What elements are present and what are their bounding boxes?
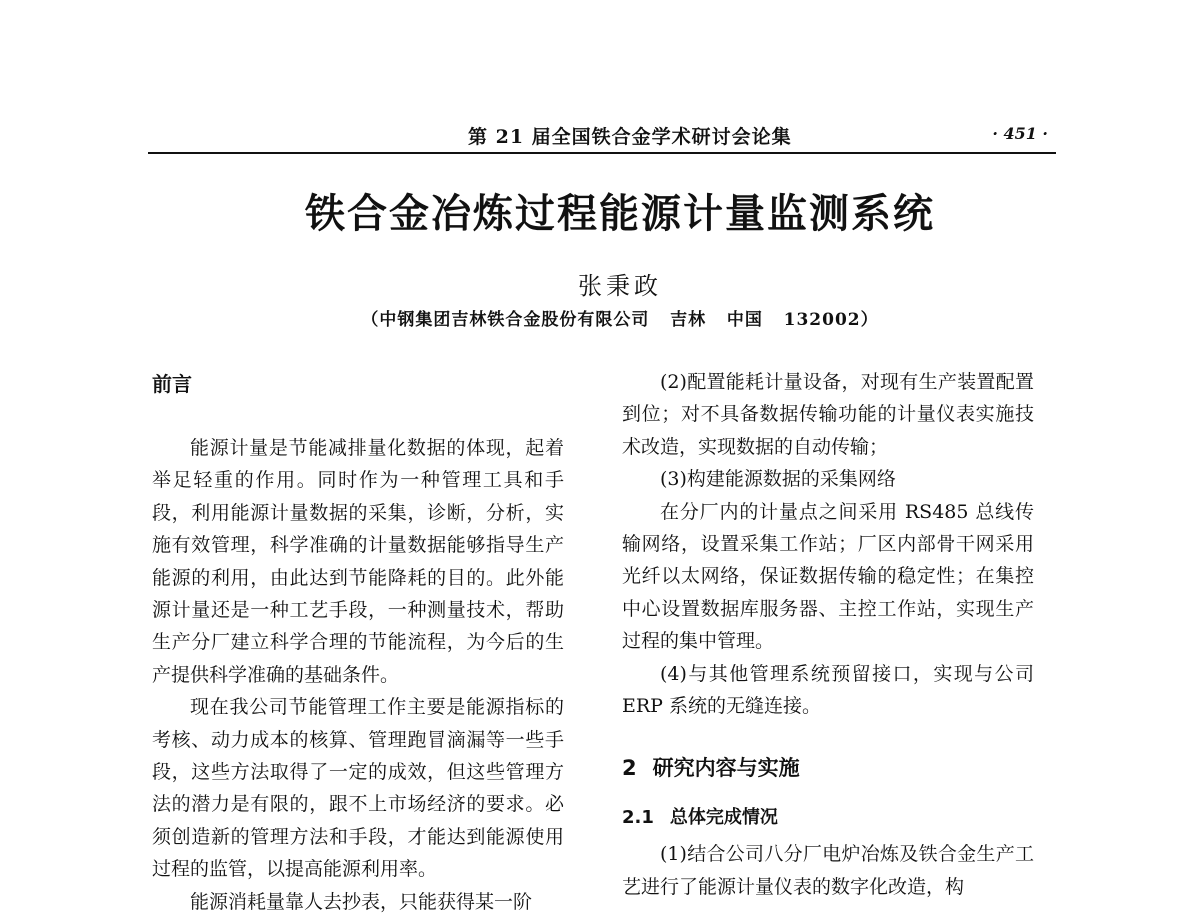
author-name: 张秉政	[578, 272, 662, 300]
paragraph: (3)构建能源数据的采集网络	[660, 468, 896, 491]
section-number: 2	[622, 756, 637, 781]
journal-title: 第 21 届全国铁合金学术研讨会论集	[468, 126, 792, 148]
paragraph: 能源计量是节能减排量化数据的体现，起着举足轻重的作用。同时作为一种管理工具和手段，利用能源计量数据的采集，诊断，分析，实施有效管理，科学准确的计量数据能够指导生产能源的利用，由此达到节能降耗的目的。此外能源计量还是一种工艺手段，一种测量技术，帮助生产分厂建立科学合理的节能流程，为今后的生产提供科学准确的基础条件。	[152, 437, 564, 686]
paragraph: (4)与其他管理系统预留接口，实现与公司 ERP 系统的无缝连接。	[622, 662, 1034, 718]
section-heading-2-1	[622, 798, 1034, 838]
left-column	[152, 366, 564, 918]
section-heading-text: 总体完成情况	[669, 807, 778, 829]
paper-title: 铁合金冶炼过程能源计量监测系统	[305, 191, 935, 237]
running-header	[148, 118, 1056, 154]
paragraph: 现在我公司节能管理工作主要是能源指标的考核、动力成本的核算、管理跑冒滴漏等一些手段，这些方法取得了一定的成效，但这些管理方法的潜力是有限的，跟不上市场经济的要求。必须创造新的管理方法和手段，才能达到能源使用过程的监管，以提高能源利用率。	[152, 696, 564, 881]
affiliation: （中钢集团吉林铁合金股份有限公司 吉林 中国 132002）	[361, 310, 879, 330]
right-column	[622, 366, 1034, 903]
page-number: · 451 ·	[992, 124, 1048, 143]
paragraph: (1)结合公司八分厂电炉冶炼及铁合金生产工艺进行了能源计量仪表的数字化改造，构	[622, 843, 1034, 898]
paragraph: 在分厂内的计量点之间采用 RS485 总线传输网络，设置采集工作站；厂区内部骨干网采用光纤以太网络，保证数据传输的稳定性；在集控中心设置数据库服务器、主控工作站，实现生产过程的集中管理。	[622, 500, 1034, 653]
section-number: 2.1	[622, 807, 654, 829]
section-title-preface: 前言	[152, 372, 192, 396]
section-heading-text: 研究内容与实施	[652, 756, 800, 781]
paragraph: 能源消耗量靠人去抄表，只能获得某一阶	[190, 890, 533, 913]
section-heading-2	[622, 746, 1034, 798]
paragraph: (2)配置能耗计量设备，对现有生产装置配置到位；对不具备数据传输功能的计量仪表实施技术改造，实现数据的自动传输；	[622, 371, 1034, 458]
